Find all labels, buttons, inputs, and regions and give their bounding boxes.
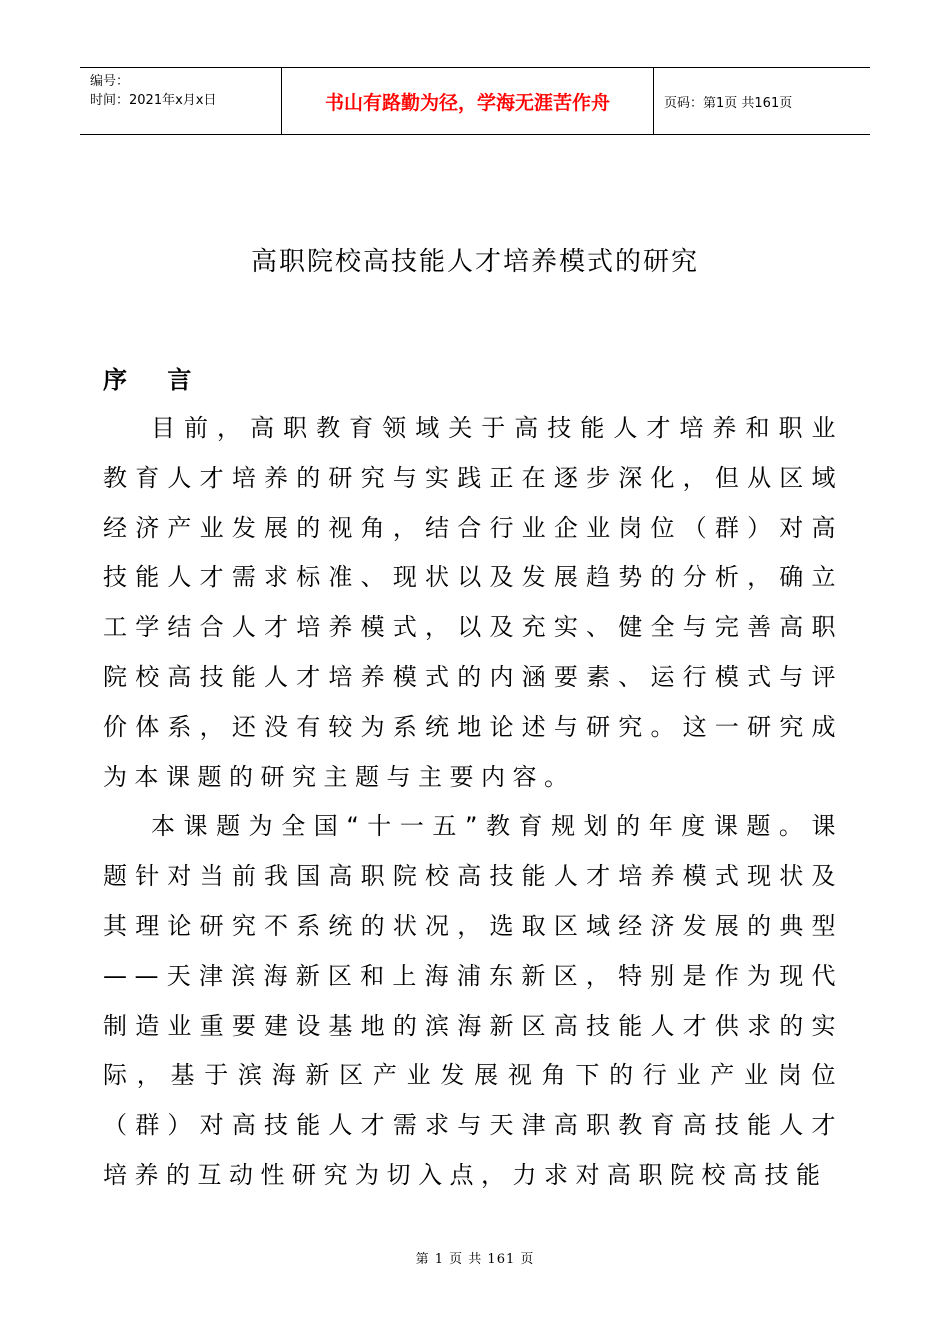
header-page-info: 页码：第1页 共161页	[664, 95, 793, 111]
serial-number-label: 编号：	[90, 74, 130, 89]
body-text	[103, 404, 843, 1201]
page-footer: 第 1 页 共 161 页	[415, 1252, 535, 1267]
time-label: 时间：2021年x月x日	[90, 93, 217, 108]
document-title: 高职院校高技能人才培养模式的研究	[250, 247, 699, 277]
paragraph: 本课题为全国“十一五”教育规划的年度课题。课题针对当前我国高职院校高技能人才培养模式现状及其理论研究不系统的状况，选取区域经济发展的典型——天津滨海新区和上海浦东新区，特别是作为现代制造业重要建设基地的滨海新区高技能人才供求的实际，基于滨海新区产业发展视角下的行业产业岗位（群）对高技能人才需求与天津高职教育高技能人才培养的互动性研究为切入点，力求对高职院校高技能	[103, 812, 843, 1189]
paragraph: 目前，高职教育领域关于高技能人才培养和职业教育人才培养的研究与实践正在逐步深化，但从区域经济产业发展的视角，结合行业企业岗位（群）对高技能人才需求标准、现状以及发展趋势的分析，确立工学结合人才培养模式，以及充实、健全与完善高职院校高技能人才培养模式的内涵要素、运行模式与评价体系，还没有较为系统地论述与研究。这一研究成为本课题的研究主题与主要内容。	[103, 414, 843, 791]
header-motto: 书山有路勤为径，学海无涯苦作舟	[282, 68, 654, 134]
header-meta-cell	[80, 68, 282, 134]
header-table	[80, 67, 870, 135]
section-heading: 序 言	[103, 366, 208, 394]
